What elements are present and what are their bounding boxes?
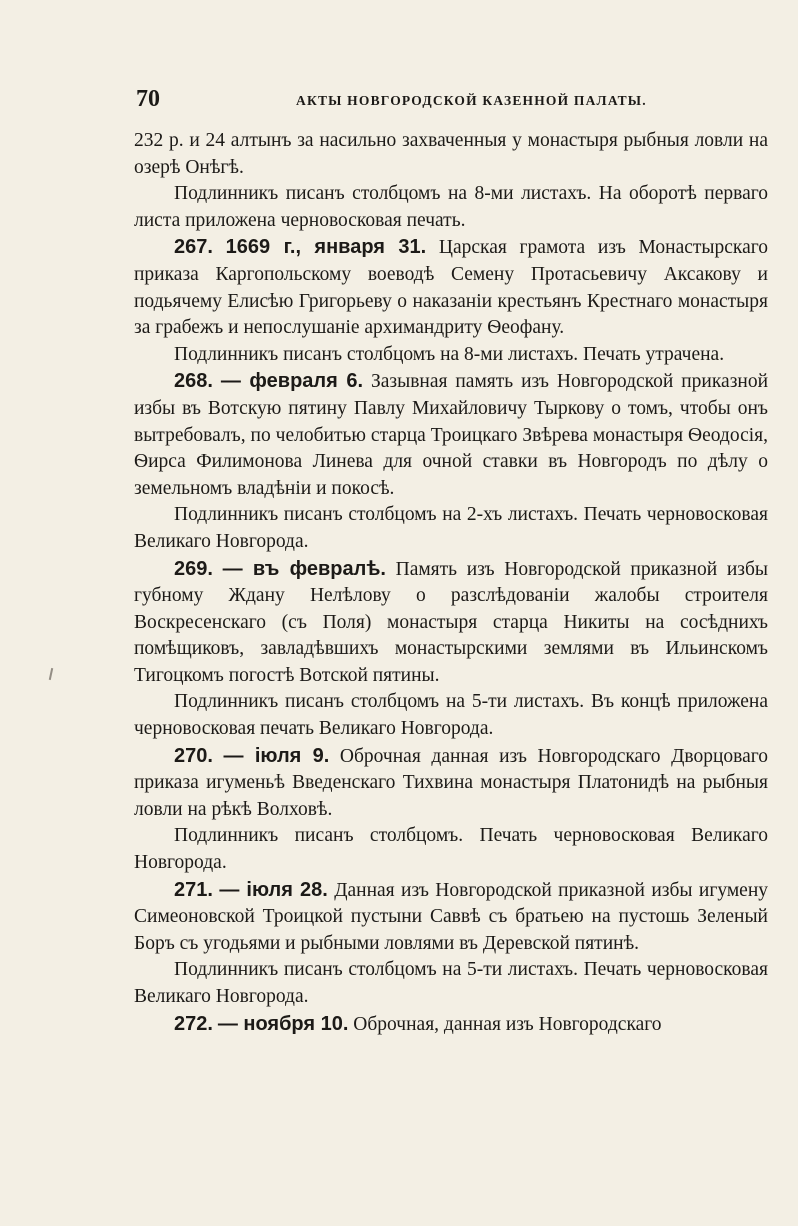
entry-number: 267. [174, 236, 213, 259]
entry-summary: Царская грамота изъ Монастырскаго приказа Каргопольскому воеводѣ Семену Протасьевичу Аксакову и подьячему Елисѣю Григорьеву о наказаніи крестьянъ Крестнаго монастыря за грабежъ и непослушаніе архимандриту Ѳеофану. [134, 237, 769, 339]
source-note: Подлинникъ писанъ столбцомъ. Печать черновосковая Великаго Новгорода. [134, 825, 768, 874]
entry-272 [134, 1011, 768, 1039]
continuation-paragraph: 232 р. и 24 алтынъ за насильно захваченныя у монастыря рыбныя ловли на озерѣ Онѣгѣ. [134, 130, 768, 178]
entry-267 [134, 234, 768, 341]
source-note: Подлинникъ писанъ столбцомъ на 8-ми листахъ. Печать утрачена. [174, 343, 725, 365]
entry-summary: Память изъ Новгородской приказной избы губному Ждану Нелѣлову о разслѣдованіи жалобы строителя Воскресенскаго (съ Поля) монастыря старца Никиты на сосѣднихъ помѣщиковъ, завладѣвшихъ монастырскими землями въ Ильинскомъ Тигоцкомъ погостѣ Вотской пятины. [134, 558, 768, 686]
entry-date: — іюля 9. [223, 744, 330, 767]
entry-date: — ноября 10. [217, 1012, 349, 1035]
entry-number: 272. [174, 1012, 213, 1035]
document-body [134, 128, 768, 1038]
source-note: Подлинникъ писанъ столбцомъ на 2-хъ листахъ. Печать черновосковая Великаго Новгорода. [134, 504, 768, 552]
entry-269 [134, 556, 768, 690]
entry-number: 268. [174, 370, 213, 393]
entry-summary: Оброчная данная изъ Новгородскаго Дворцоваго приказа игуменьѣ Введенскаго Тихвина монастыря Платонидѣ на рыбныя ловли на рѣкѣ Волховѣ. [134, 745, 769, 820]
entry-summary: Оброчная, данная изъ Новгородскаго [353, 1013, 662, 1035]
entry-date: — въ февралѣ. [222, 557, 386, 580]
entry-268 [134, 368, 768, 502]
entry-number: 271. [174, 878, 213, 901]
entry-number: 270. [174, 744, 213, 767]
entry-summary: Зазывная память изъ Новгородской приказной избы въ Вотскую пятину Павлу Михайловичу Тыркову о томъ, чтобы онъ вытребовалъ, по челобитью старца Троицкаго Звѣрева монастыря Ѳеодосія, Ѳирса Филимонова Линева для очной ставки въ Новгородъ по дѣлу о земельномъ владѣніи и покосѣ. [134, 371, 769, 499]
page-number: 70 [136, 86, 160, 112]
source-note: Подлинникъ писанъ столбцомъ на 5-ти листахъ. Въ концѣ приложена черновосковая печать Великаго Новгорода. [134, 691, 768, 740]
entry-date: — іюля 28. [219, 878, 328, 901]
entry-summary: Данная изъ Новгородской приказной избы игумену Симеоновской Троицкой пустыни Саввѣ съ братьею на пустошь Зеленый Боръ съ угодьями и рыбными ловлями въ Деревской пятинѣ. [134, 879, 769, 954]
source-note: Подлинникъ писанъ столбцомъ на 5-ти листахъ. Печать черновосковая Великаго Новгорода. [134, 959, 768, 1007]
entry-271 [134, 877, 768, 958]
running-head: АКТЫ НОВГОРОДСКОЙ КАЗЕННОЙ ПАЛАТЫ. [296, 93, 647, 108]
source-note: Подлинникъ писанъ столбцомъ на 8-ми листахъ. На оборотѣ перваго листа приложена черновосковая печать. [134, 183, 768, 231]
entry-date: — февраля 6. [220, 370, 364, 393]
entry-date: 1669 г., января 31. [225, 236, 427, 259]
margin-mark [49, 668, 53, 680]
entry-number: 269. [174, 557, 213, 580]
entry-270 [134, 743, 768, 824]
page-header [136, 86, 768, 116]
